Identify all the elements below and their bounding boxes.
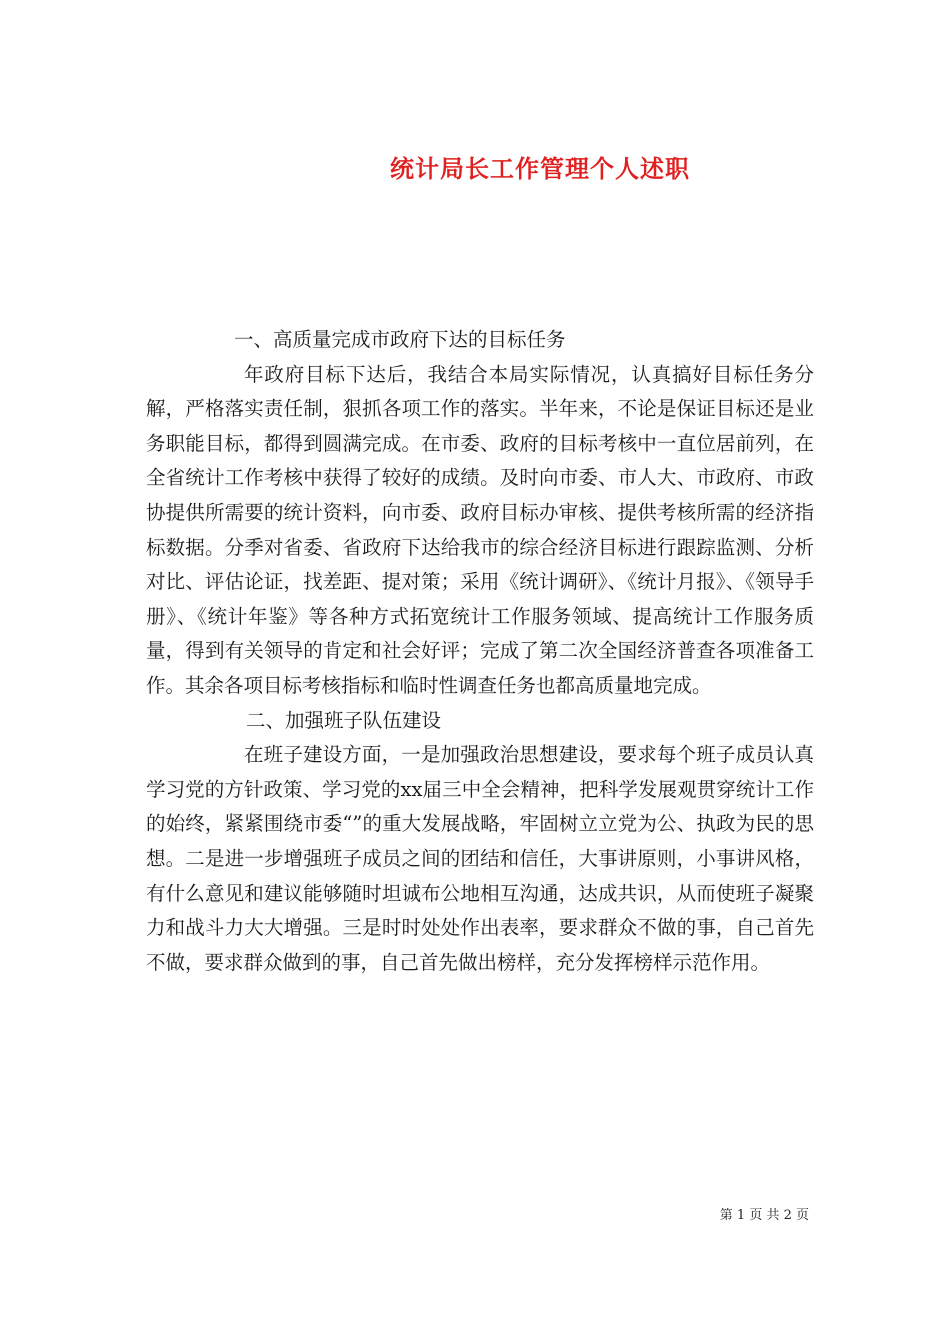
document-title: 统计局长工作管理个人述职 <box>390 154 690 184</box>
section-paragraph-2: 在班子建设方面，一是加强政治思想建设，要求每个班子成员认真学习党的方针政策、学习党的xx届三中全会精神，把科学发展观贯穿统计工作的始终，紧紧围绕市委“”的重大发展战略，牢固树立立党为公、执政为民的思想。二是进一步增强班子成员之间的团结和信任，大事讲原则，小事讲风格，有什么意见和建议能够随时坦诚布公地相互沟通，达成共识，从而使班子凝聚力和战斗力大大增强。三是时时处处作出表率，要求群众不做的事，自己首先不做，要求群众做到的事，自己首先做出榜样，充分发挥榜样示范作用。 <box>146 743 814 974</box>
page-number-footer: 第 1 页 共 2 页 <box>719 1208 809 1223</box>
document-body <box>146 323 814 980</box>
section-heading-1: 一、高质量完成市政府下达的目标任务 <box>234 328 566 351</box>
section-paragraph-1: 年政府目标下达后，我结合本局实际情况，认真搞好目标任务分解，严格落实责任制，狠抓各项工作的落实。半年来，不论是保证目标还是业务职能目标，都得到圆满完成。在市委、政府的目标考核中一直位居前列，在全省统计工作考核中获得了较好的成绩。及时向市委、市人大、市政府、市政协提供所需要的统计资料，向市委、政府目标办审核、提供考核所需的经济指标数据。分季对省委、省政府下达给我市的综合经济目标进行跟踪监测、分析对比、评估论证，找差距、提对策；采用《统计调研》、《统计月报》、《领导手册》、《统计年鉴》等各种方式拓宽统计工作服务领域、提高统计工作服务质量，得到有关领导的肯定和社会好评；完成了第二次全国经济普查各项准备工作。其余各项目标考核指标和临时性调查任务也都高质量地完成。 <box>146 362 814 697</box>
section-heading-2: 二、加强班子队伍建设 <box>246 708 442 732</box>
